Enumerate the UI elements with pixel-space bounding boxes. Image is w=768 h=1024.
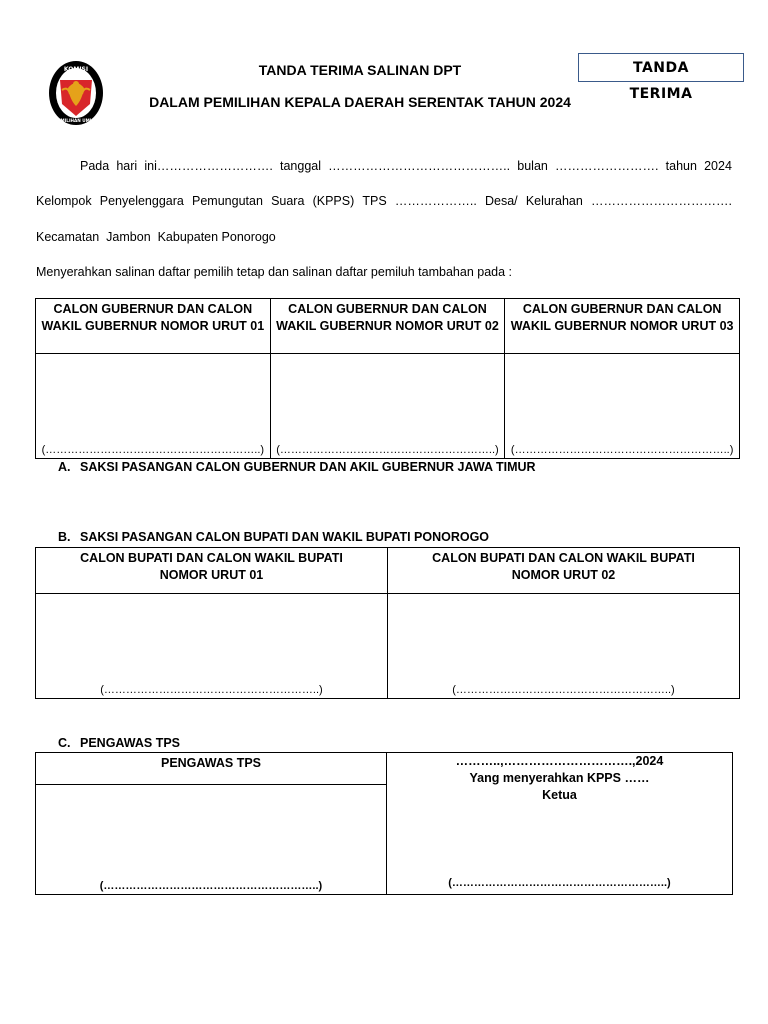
signature-blank: (…………………………………………………..) <box>99 880 323 892</box>
body-line-3: Kecamatan Jambon Kabupaten Ponorogo <box>36 230 276 244</box>
section-a-heading: A. SAKSI PASANGAN CALON GUBERNUR DAN AKIL GUBERNUR JAWA TIMUR <box>58 460 536 474</box>
body-line-1: Pada hari ini………………………. tanggal …………………………………….. bulan ……………………. tahun 2024 <box>80 159 732 173</box>
signature-blank: (…………………………………………………..) <box>41 444 265 456</box>
signature-blank: (…………………………………………………..) <box>510 444 734 456</box>
handover-line: Yang menyerahkan KPPS …… <box>469 771 650 785</box>
kpps-signature-cell[interactable] <box>387 753 733 895</box>
title-line-1: TANDA TERIMA SALINAN DPT <box>258 62 462 78</box>
body-line-4: Menyerahkan salinan daftar pemilih tetap dan salinan daftar pemiluh tambahan pada : <box>36 265 513 279</box>
signature-blank: (…………………………………………………..) <box>452 684 675 696</box>
title-line-2: DALAM PEMILIHAN KEPALA DAERAH SERENTAK TAHUN 2024 <box>149 94 571 110</box>
signature-cell[interactable] <box>36 785 387 895</box>
signature-cell[interactable] <box>36 594 388 699</box>
pengawas-table <box>35 752 733 895</box>
signature-blank: (…………………………………………………..) <box>276 444 499 456</box>
table-header-cell: CALON GUBERNUR DAN CALON WAKIL GUBERNUR NOMOR URUT 01 <box>36 299 271 354</box>
bupati-table <box>35 547 740 699</box>
svg-text:PEMILIHAN UMUM: PEMILIHAN UMUM <box>54 118 98 123</box>
gubernur-table <box>35 298 740 459</box>
signature-blank: (…………………………………………………..) <box>100 684 323 696</box>
badge-line-1: TANDA <box>633 60 689 76</box>
section-b-heading: B. SAKSI PASANGAN CALON BUPATI DAN WAKIL BUPATI PONOROGO <box>58 530 490 544</box>
signature-blank: (…………………………………………………..) <box>448 877 671 889</box>
svg-text:KOMISI: KOMISI <box>63 66 89 73</box>
section-c-heading: C. PENGAWAS TPS <box>58 736 181 750</box>
body-line-2: Kelompok Penyelenggara Pemungutan Suara (KPPS) TPS ……………….. Desa/ Kelurahan ……………………………. <box>36 194 732 208</box>
signature-cell[interactable] <box>505 354 740 459</box>
kpu-logo <box>48 60 104 126</box>
date-line: ………..,………………………….,2024 <box>455 754 664 768</box>
badge-line-2: TERIMA <box>629 86 693 102</box>
chairman-line: Ketua <box>542 788 577 802</box>
signature-cell[interactable] <box>388 594 740 699</box>
table-header-cell: CALON GUBERNUR DAN CALON WAKIL GUBERNUR NOMOR URUT 02 <box>270 299 505 354</box>
table-header-cell: CALON BUPATI DAN CALON WAKIL BUPATI NOMOR URUT 02 <box>388 548 740 594</box>
signature-cell[interactable] <box>36 354 271 459</box>
table-header-cell: CALON BUPATI DAN CALON WAKIL BUPATI NOMOR URUT 01 <box>36 548 388 594</box>
table-header-cell: CALON GUBERNUR DAN CALON WAKIL GUBERNUR NOMOR URUT 03 <box>505 299 740 354</box>
signature-cell[interactable] <box>270 354 505 459</box>
table-header-cell: PENGAWAS TPS <box>36 753 387 785</box>
